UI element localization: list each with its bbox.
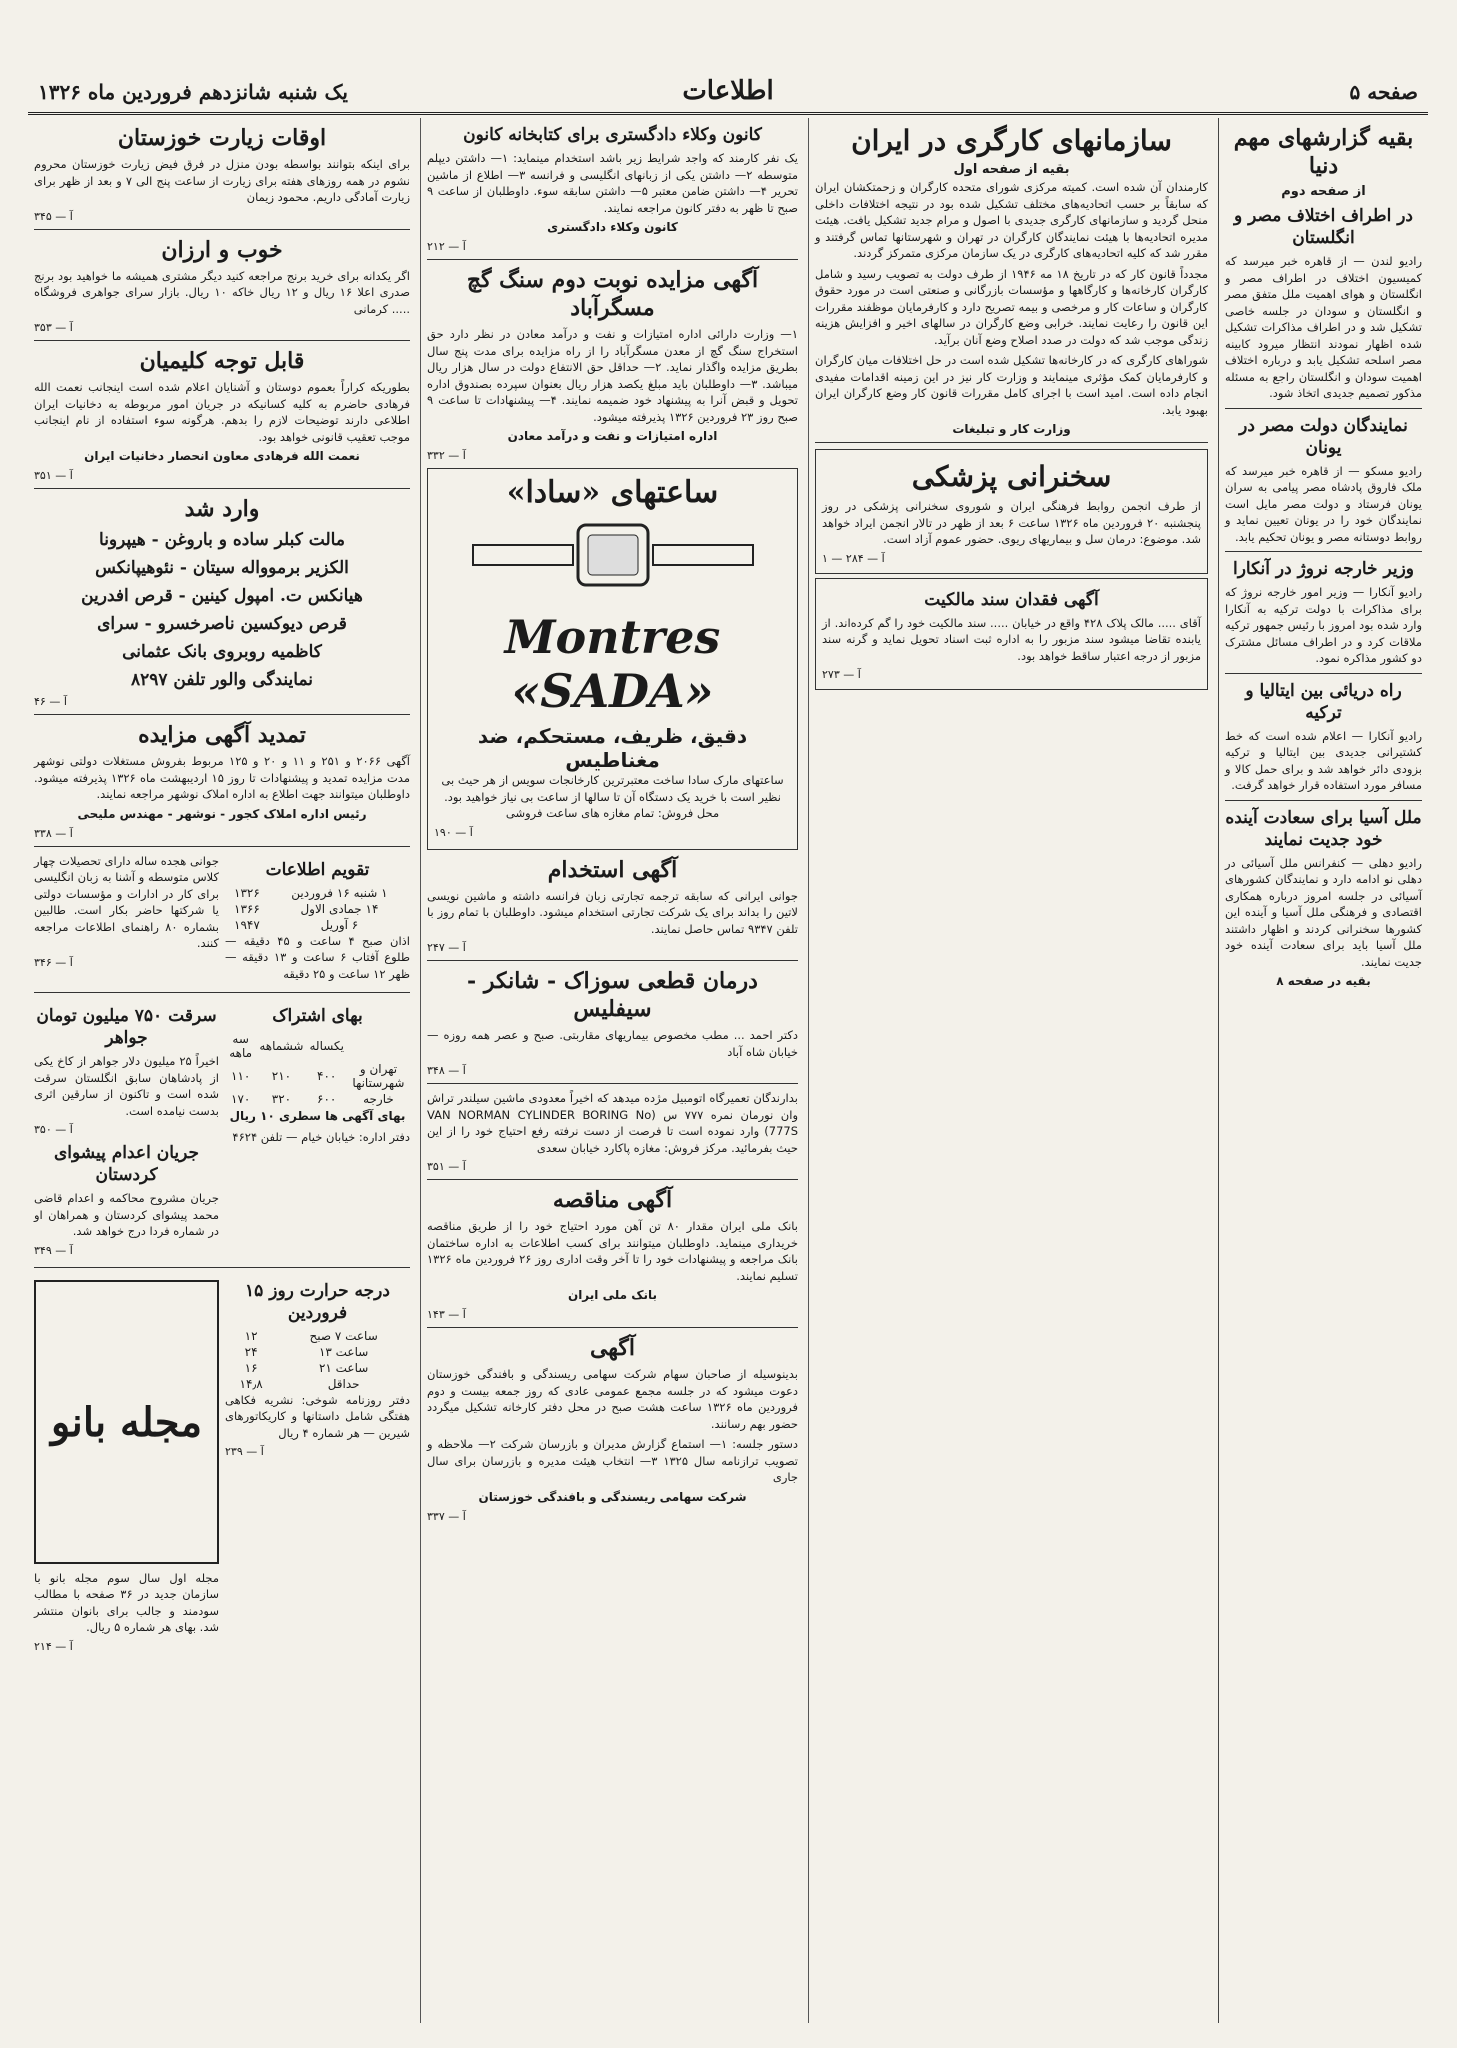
divider	[34, 714, 410, 715]
calendar-title: تقویم اطلاعات	[265, 859, 370, 880]
asia-nations-text: رادیو دهلی — کنفرانس ملل آسیائی در دهلی نو ادامه دارد و نمایندگان کشورهای آسیائی در جلسه امروز درباره همکاری اقتصادی و فرهنگی ملل آسیا و آینده این کشورها سخنرانی کردند و اظهار داشتند ملل آسیا باید برای سعادت آینده خود جدیت نمایند.	[1225, 855, 1422, 969]
rice-code: آ — ۳۵۳	[34, 321, 73, 334]
notice-jews-text: بطوریکه کراراً بعموم دوستان و آشنایان اعلام شده است اینجانب نعمت الله فرهادی حاضرم به کلیه کسانیکه در جریان امور مربوطه به دخانیات ایران اطلاعی دارند توضیحات لازم را بدهم. هرگونه سوء استفاده از نام اینجانب موجب تعقیب قانونی خواهد بود.	[34, 380, 410, 444]
cure-code: آ — ۳۴۸	[427, 1064, 466, 1077]
office-address: دفتر اداره: خیابان خیام — تلفن ۴۶۲۴	[232, 1130, 410, 1144]
sada-text: ساعتهای مارک سادا ساخت معتبرترین کارخانجات سویس از هر حیث بی نظیر است با خرید یک دستگاه آن تا سالها از ساعت بی نیاز خواهید بود. محل فروش: تمام مغازه های ساعت فروشی	[441, 773, 784, 820]
subscription-row-0: تهران و شهرستانها ۴۰۰ ۲۱۰ ۱۱۰	[231, 1062, 405, 1090]
sada-brand: Montres «SADA»	[504, 610, 721, 718]
divider	[427, 1327, 798, 1328]
gem-theft-code: آ — ۳۵۰	[34, 1123, 73, 1136]
subscription-table	[225, 1031, 410, 1107]
watch-illustration	[463, 510, 763, 600]
egypt-britain-heading: در اطراف اختلاف مصر و انگلستان	[1234, 206, 1413, 248]
job-text: جوانی ایرانی که سابقه ترجمه تجارتی زبان فرانسه داشته و ماشین نویسی لاتین را بداند برای یک شرکت تجارتی استخدام میشود. داوطلبان با تمام روز با تلفن ۹۳۴۷ تماس حاصل نمایند.	[427, 888, 798, 936]
notice-jews-code: آ — ۳۵۱	[34, 469, 73, 482]
cure-title: درمان قطعی سوزاک - شانکر - سیفلیس	[467, 968, 758, 1022]
temperature-row-2: ساعت ۲۱ ۱۶	[244, 1360, 369, 1375]
labor-subtitle: بقیه از صفحه اول	[953, 162, 1070, 177]
world-news-title: بقیه گزارشهای مهم دنیا	[1233, 125, 1414, 179]
divider	[34, 846, 410, 847]
norway-minister-heading: وزیر خارجه نروژ در آنکارا	[1233, 559, 1414, 579]
divider	[1225, 551, 1422, 552]
asia-nations-heading: ملل آسیا برای سعادت آینده خود جدیت نمایند	[1225, 807, 1422, 850]
labor-title: سازمانهای کارگری در ایران	[851, 124, 1172, 157]
sada-tagline: دقیق، ظریف، مستحکم، ضد مغناطیس	[477, 724, 748, 772]
notice-title: آگهی	[589, 1335, 636, 1361]
arrived-line-1: مالت کبلر ساده و باروغن - هیپرونا	[99, 530, 345, 550]
lost-deed-code: آ — ۲۷۳	[822, 668, 861, 681]
banu-logo-text: مجله بانو	[51, 1398, 202, 1446]
job-code: آ — ۲۴۷	[427, 941, 466, 954]
calendar-row-2: ۶ آوریل ۱۹۴۷	[234, 917, 359, 932]
auction-extension-code: آ — ۳۳۸	[34, 826, 73, 840]
execution-code: آ — ۳۴۹	[34, 1243, 73, 1257]
van-norman-code: آ — ۳۵۱	[427, 1160, 466, 1173]
watch-strap-right	[653, 545, 753, 565]
divider	[1225, 408, 1422, 409]
gypsum-auction-sign: اداره امتیازات و نفت و درآمد معادن	[507, 429, 718, 443]
divider	[815, 442, 1208, 443]
divider	[34, 229, 410, 230]
divider	[427, 1179, 798, 1180]
bar-association-sign: کانون وکلاء دادگستری	[547, 220, 678, 234]
arrived-line-3: هیانکس ت. امپول کینین - قرص افدرین	[81, 586, 363, 606]
calendar-table	[225, 885, 410, 933]
gem-theft-text: اخیراً ۲۵ میلیون دلار جواهر از کاخ یکی از پادشاهان سابق انگلستان سرقت شده است و تاکنون از سارقین اثری بدست نیامده است.	[34, 1054, 219, 1118]
divider	[427, 960, 798, 961]
calendar-row-0: ۱ شنبه ۱۶ فروردین ۱۳۲۶	[234, 885, 388, 900]
temperature-box	[225, 1274, 410, 1657]
lost-deed-ad	[815, 578, 1208, 691]
lecture-text: از طرف انجمن روابط فرهنگی ایران و شوروی سخنرانی پزشکی در روز پنجشنبه ۲۰ فروردین ماه ۱۳۲۶ ساعت ۶ بعد از ظهر در تالار انجمن ایراد خواهد شد. موضوع: درمان سل و بیماریهای ریوی. حضور عموم آزاد است.	[822, 499, 1201, 546]
arrived-line-5: کاظمیه روبروی بانک عثمانی	[122, 642, 322, 662]
bar-association-code: آ — ۲۱۲	[427, 240, 466, 253]
sada-code: آ — ۱۹۰	[434, 825, 473, 839]
calendar-extra: اذان صبح ۴ ساعت و ۴۵ دقیقه — طلوع آفتاب ۶ ساعت و ۱۳ دقیقه — ظهر ۱۲ ساعت و ۲۵ دقیقه	[225, 933, 410, 981]
gypsum-auction-code: آ — ۳۳۲	[427, 449, 466, 462]
job-seeker-code: آ — ۳۴۶	[34, 955, 73, 969]
world-news-subtitle: از صفحه دوم	[1281, 184, 1366, 199]
divider	[427, 259, 798, 260]
arrived-line-2: الکزیر برموواله سیتان - نئوهیپانکس	[95, 558, 349, 578]
rice-text: اگر یکدانه برای خرید برنج مراجعه کنید دیگر مشتری همیشه ما خواهید بود برنج صدری اعلا ۱۶ ریال و ۱۲ ریال خاکه ۱۰ ریال. بازار سرای جواهری فروشگاه ..... کرمانی	[34, 268, 410, 316]
watch-strap-left	[473, 545, 573, 565]
divider	[427, 1083, 798, 1084]
temperature-row-1: ساعت ۱۳ ۲۴	[244, 1344, 369, 1359]
divider	[1225, 673, 1422, 674]
column-ads-center	[420, 118, 804, 2023]
divider	[34, 992, 410, 993]
subscription-row-1: خارجه ۶۰۰ ۳۲۰ ۱۷۰	[231, 1092, 394, 1106]
sada-watch-ad	[427, 468, 798, 850]
labor-body-1: کارمندان آن شده است. کمیته مرکزی شورای متحده کارگران و زحمتکشان ایران که سابقاً بر حسب اتحادیه‌های مختلف تشکیل شده بود در نتیجه اختلافات داخلی منحل گردید و سازمانهای کارگری جدیدی با اصول و مرام جدید تشکیل یافت. هیئت مدیره اتحادیه‌ها با هیئت نمایندگان کارگران در تهران و شهرستانها تماس گرفتند و مقرر شد که کلیه اتحادیه‌های کارگری در یک سازمان مرکزی متمرکز گردند.	[815, 180, 1208, 260]
tender-text: بانک ملی ایران مقدار ۸۰ تن آهن مورد احتیاج خود را از طریق مناقصه خریداری مینماید. داوطلبان میتوانند برای کسب اطلاعات به اداره ساختمان بانک مراجعه و پیشنهادات خود را تا آخر وقت اداری روز ۲۶ فروردین ماه ۱۳۲۶ تسلیم نمایند.	[427, 1219, 798, 1283]
subscription-row	[34, 999, 410, 1261]
watch-dial	[588, 535, 638, 575]
van-norman-text: بدارندگان تعمیرگاه اتومبیل مژده میدهد که اخیراً معدودی ماشین سیلندر تراش وان نورمان نمره ۷۷۷ س (VAN NORMAN CYLINDER BORING No 777S) وارد نموده است تا فرصت از دست نرفته رفع احتیاج خود را از این حیث بفرمائید. مرکز فروش: مغازه پاکارد خیابان سعدی	[427, 1091, 798, 1155]
gypsum-auction-title: آگهی مزایده نوبت دوم سنگ گچ مسگرآباد	[466, 267, 759, 321]
calendar-row	[34, 853, 410, 987]
lecture-title: سخنرانی پزشکی	[911, 460, 1112, 493]
auction-extension-text: آگهی ۲۰۶۶ و ۲۵۱ و ۱۱ و ۲۰ و ۱۲۵ مربوط بفروش مستغلات دولتی نوشهر مدت مزایده تمدید و پیشنهادات تا روز ۱۵ اردیبهشت ماه ۱۳۲۶ پذیرفته میشود. داوطلبان میتوانند جهت اطلاع به اداره املاک نوشهر مراجعه نمایند.	[34, 754, 411, 801]
gem-theft-title: سرقت ۷۵۰ میلیون تومان جواهر	[36, 1006, 217, 1048]
divider	[34, 488, 410, 489]
ad-rates: بهای آگهی ها سطری ۱۰ ریال	[229, 1109, 406, 1123]
subscription-title: بهای اشتراک	[272, 1006, 363, 1026]
job-seeker-text: جوانی هجده ساله دارای تحصیلات چهار کلاس متوسطه و آشنا به زبان انگلیسی برای کار در ادارات و مؤسسات دولتی یا شرکتها حاضر بکار است. طالبین بشماره ۸۰ راهنمای اطلاعات مراجعه کنند.	[34, 853, 219, 950]
masthead: اطلاعات	[682, 76, 774, 106]
temperature-row-3: حداقل ۱۴٫۸	[239, 1376, 360, 1391]
divider	[34, 1267, 410, 1268]
temperature-title: درجه حرارت روز ۱۵ فروردین	[245, 1280, 390, 1323]
khuzestan-title: اوقات زیارت خوزستان	[117, 125, 327, 151]
divider	[34, 340, 410, 341]
column-labor	[808, 118, 1214, 2023]
temperature-table	[225, 1328, 410, 1392]
subscription-header: یکساله ششماهه سه ماهه	[229, 1032, 344, 1060]
khuzestan-code: آ — ۳۴۵	[34, 209, 73, 223]
page-number: صفحه ۵	[1349, 80, 1418, 104]
notice-code: آ — ۳۳۷	[427, 1509, 466, 1523]
issue-date: یک شنبه شانزدهم فروردین ماه ۱۳۲۶	[38, 80, 348, 104]
page-header	[28, 72, 1428, 115]
egypt-britain-text: رادیو لندن — از قاهره خبر میرسد که کمیسیون اختلاف در اطراف مصر و انگلستان و هوای اهمیت ملل متفق مصر و انگلستان و سودان در جلسه خاصی تشکیل شد و در اطراف مذاکرات تشکیل شده اظهار نمودند انتظار میرود کابینه مصر اسلحه تشکیل یابد و درباره اختلاف اهمیت سودان و انگلستان راجع به مسئله مذکور تصمیم جدیدی اتخاذ شود.	[1225, 254, 1422, 400]
banu-logo	[34, 1280, 219, 1564]
column-ads-left	[28, 118, 416, 2023]
calendar-row-1: ۱۴ جمادی الاول ۱۳۶۶	[234, 901, 379, 916]
notice-jews-title: قابل توجه کلیمیان	[139, 348, 305, 374]
egypt-greece-text: رادیو مسکو — از قاهره خبر میرسد که ملک فاروق پادشاه مصر پیامی به سران یونان فرستاد و دولت مصر مایل است نمایندگان خود را در یونان تعیین نماید و روابط دوستانه مصر و یونان تحکیم یابد.	[1225, 463, 1422, 544]
lecture-code: آ — ۲۸۴ — ۱	[822, 551, 885, 565]
banu-text: مجله اول سال سوم مجله بانو با سازمان جدید در ۳۶ صفحه با مطالب سودمند و جالب برای بانوان منتشر شد. بهای هر شماره ۵ ریال.	[34, 1570, 219, 1634]
comic-code: آ — ۲۳۹	[225, 1445, 264, 1458]
sada-title-fa: ساعتهای «سادا»	[506, 475, 719, 510]
italy-turkey-text: رادیو آنکارا — اعلام شده است که خط کشتیرانی جدیدی بین ایتالیا و ترکیه بزودی دائر خواهد شد و برای حمل کالا و مسافر مورد استفاده قرار خواهد گرفت.	[1225, 728, 1422, 792]
notice-jews-sign: نعمت الله فرهادی معاون انحصار دخانیات ایران	[84, 449, 360, 463]
execution-title: جریان اعدام پیشوای کردستان	[54, 1143, 199, 1185]
khuzestan-text: برای اینکه بتوانند بواسطه بودن منزل در فرق فیض زیارت خوزستان محروم نشوم در همه روزهای هفته برای زیارت از ساعت پنج الی ۷ و بعد از ظهر برای زیارت آمادگی داریم. محمود زیمان	[34, 157, 411, 204]
cure-text: دکتر احمد ... مطب مخصوص بیماریهای مقاربتی. صبح و عصر همه روزه — خیابان شاه آباد	[427, 1028, 798, 1059]
lost-deed-text: آقای ..... مالک پلاک ۴۲۸ واقع در خیابان ..... سند مالکیت خود را گم کرده‌اند. از یابنده تقاضا میشود سند مزبور را به اداره ثبت اسناد تحویل نماید و گرنه سند مزبور از درجه اعتبار ساقط خواهد بود.	[822, 615, 1201, 663]
labor-body-2: مجدداً قانون کار که در تاریخ ۱۸ مه ۱۹۴۶ از طرف دولت به تصویب رسید و شامل کارگران کارخانه‌ها و کارگاهها و مؤسسات بازرگانی و صنعتی است در مورد حقوق کارگران و ساعات کار و مرخصی و بیمه تصریح دارد و کارفرمایان موظفند مقررات این قانون را رعایت نمایند. خرابی وضع کارگران در سالهای اخیر و افزایش هزینه زندگی موجب شد که دولت در صدد اصلاح وضع آنان برآید.	[815, 266, 1209, 347]
execution-text: جریان مشروح محاکمه و اعدام قاضی محمد پیشوای کردستان و همراهان او در شماره فردا درج خواهد شد.	[34, 1191, 219, 1238]
notice-sign: شرکت سهامی ریسندگی و بافندگی خوزستان	[478, 1489, 747, 1504]
subscription-box	[225, 999, 410, 1261]
rice-title: خوب و ارزان	[161, 236, 283, 263]
arrived-title: وارد شد	[184, 496, 260, 522]
arrived-line-6: نمایندگی والور تلفن ۸۲۹۷	[130, 670, 314, 690]
column-world-news	[1218, 118, 1428, 2023]
gypsum-auction-text: ۱— وزارت دارائی اداره امتیازات و نفت و درآمد معادن در نظر دارد حق استخراج سنگ گچ از معدن مسگرآباد را از راه مزایده برای مدت پنج سال بطریق مزایده واگذار نماید. ۲— حداقل حق الانتفاع دولت در سال هزار ریال میباشد. ۳— داوطلبان باید مبلغ یکصد هزار ریال بعنوان سپرده بصندوق اداره تحویل و قبض آنرا به پیشنهاد خود ضمیمه نمایند. ۴— پیشنهادات تا ساعت ۹ صبح روز ۲۳ فروردین ۱۳۲۶ پذیرفته میشود.	[427, 327, 799, 424]
temperature-row-0: ساعت ۷ صبح ۱۲	[244, 1328, 378, 1343]
bar-association-text: یک نفر کارمند که واجد شرایط زیر باشد استخدام مینماید: ۱— داشتن دیپلم متوسطه ۲— داشتن یکی از زبانهای انگلیسی و فرانسه ۳— اطلاع از ماشین تحریر ۴— داشتن ضامن معتبر ۵— داشتن سابقه سوء. داوطلبان از ساعت ۹ صبح تا ظهر به دفتر کانون مراجعه نمایند.	[427, 151, 798, 215]
divider	[1225, 800, 1422, 801]
auction-extension-title: تمدید آگهی مزایده	[138, 722, 306, 748]
tender-code: آ — ۱۴۳	[427, 1308, 466, 1321]
continued-note: بقیه در صفحه ۸	[1276, 974, 1371, 988]
labor-sign: وزارت کار و تبلیغات	[952, 422, 1071, 436]
italy-turkey-heading: راه دریائی بین ایتالیا و ترکیه	[1245, 680, 1402, 723]
notice-text: بدینوسیله از صاحبان سهام شرکت سهامی ریسندگی و بافندگی خوزستان دعوت میشود که در جلسه مجمع عمومی عادی که روز جمعه بیست و دوم فروردین ماه ۱۳۲۶ ساعت هشت صبح در محل دفتر کارخانه تشکیل میگردد حضور بهم رسانند.	[427, 1367, 798, 1431]
tender-sign: بانک ملی ایران	[567, 1288, 658, 1302]
labor-body-3: شوراهای کارگری که در کارخانه‌ها تشکیل شده است در حل اختلافات میان کارگران و کارفرمایان کمک مؤثری مینمایند و وزارت کار نیز در این زمینه اقدامات مفیدی انجام داده است. امید است با اجرای کامل مقررات قانون کار وضع کارگران ایران بهبود یابد.	[815, 353, 1208, 417]
calendar-box	[225, 853, 410, 987]
lost-deed-title: آگهی فقدان سند مالکیت	[924, 589, 1099, 610]
banu-code: آ — ۲۱۴	[34, 1639, 73, 1653]
comic-text: دفتر روزنامه شوخی: نشریه فکاهی هفتگی شامل داستانها و کاریکاتورهای شیرین — هر شماره ۴ ریال	[225, 1392, 410, 1440]
arrived-code: آ — ۴۶	[34, 695, 67, 708]
job-title: آگهی استخدام	[547, 856, 678, 883]
banu-box	[34, 1274, 219, 1657]
bar-association-title: کانون وکلاء دادگستری برای کتابخانه کانون	[463, 125, 762, 145]
bottom-row	[34, 1274, 410, 1657]
auction-extension-sign: رئیس اداره املاک کجور - نوشهر - مهندس ملیحی	[77, 806, 367, 821]
gem-theft-box	[34, 999, 219, 1261]
norway-minister-text: رادیو آنکارا — وزیر امور خارجه نروژ که برای مذاکرات با دولت ترکیه به آنکارا وارد شده بود امروز با رئیس جمهور ترکیه ملاقات کرد و در اطراف مسائل مشترک دو کشور مذاکره نمود.	[1225, 585, 1422, 665]
job-seeker-box	[34, 853, 219, 987]
notice-agenda: دستور جلسه: ۱— استماع گزارش مدیران و بازرسان شرکت ۲— ملاحظه و تصویب ترازنامه سال ۱۳۲۵ ۳— انتخاب هیئت مدیره و بازرسان برای سال جاری	[427, 1437, 798, 1484]
egypt-greece-heading: نمایندگان دولت مصر در یونان	[1239, 415, 1408, 458]
lecture-ad	[815, 449, 1208, 574]
tender-title: آگهی مناقصه	[552, 1187, 673, 1213]
arrived-line-4: قرص دیوکسین ناصرخسرو - سرای	[97, 614, 347, 634]
